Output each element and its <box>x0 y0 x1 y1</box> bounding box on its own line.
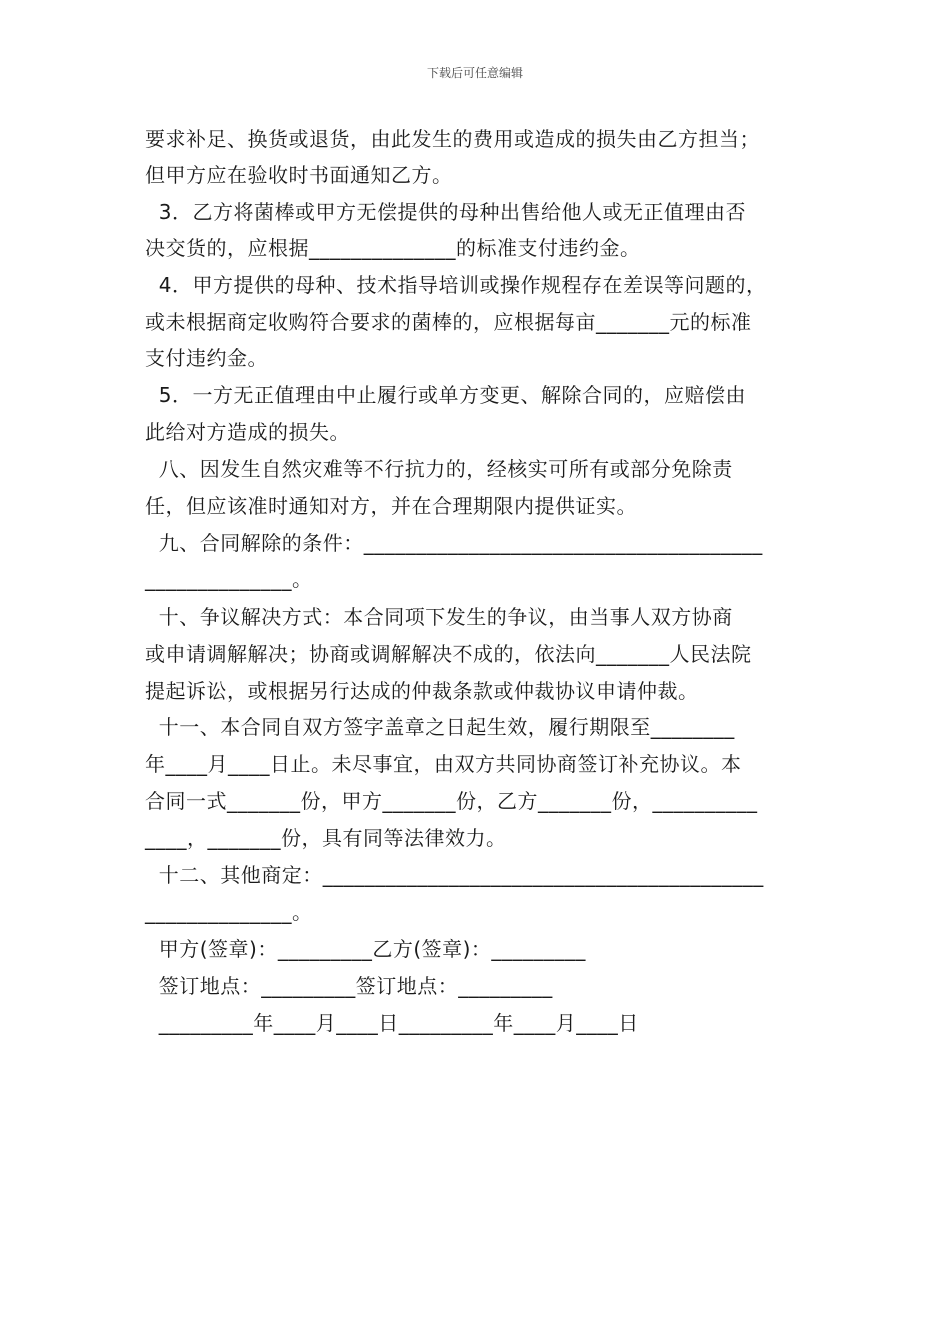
signing-place-line: 签订地点：_________签订地点：_________ <box>145 974 553 998</box>
contract-text-line: 此给对方造成的损失。 <box>145 420 350 444</box>
signing-date-line: _________年____月____日_________年____月____日 <box>145 1011 639 1035</box>
contract-text-line: 合同一式_______份，甲方_______份，乙方_______份，__________ <box>145 789 758 813</box>
contract-text-line: 4．甲方提供的母种、技术指导培训或操作规程存在差误等问题的， <box>145 273 767 297</box>
contract-text-line: 但甲方应在验收时书面通知乙方。 <box>145 163 453 187</box>
contract-text-line: 九、合同解除的条件：______________________________________ <box>145 531 763 555</box>
page-header-note: 下载后可任意编辑 <box>426 66 523 80</box>
contract-text-line: 年____月____日止。未尽事宜，由双方共同协商签订补充协议。本 <box>145 752 742 776</box>
contract-text-line: 或申请调解解决；协商或调解解决不成的，依法向_______人民法院 <box>145 642 752 666</box>
contract-text-line: 决交货的，应根据______________的标准支付违约金。 <box>145 236 641 260</box>
contract-text-line: 提起诉讼，或根据另行达成的仲裁条款或仲裁协议申请仲裁。 <box>145 679 699 703</box>
contract-text-line: 十、争议解决方式：本合同项下发生的争议，由当事人双方协商 <box>145 605 733 629</box>
contract-text-line: ______________。 <box>145 567 313 591</box>
contract-text-line: 八、因发生自然灾难等不行抗力的，经核实可所有或部分免除责 <box>145 457 733 481</box>
contract-text-line: 3．乙方将菌棒或甲方无偿提供的母种出售给他人或无正值理由否 <box>145 200 746 224</box>
contract-text-line: 5．一方无正值理由中止履行或单方变更、解除合同的，应赔偿由 <box>145 383 746 407</box>
contract-text-line: 或未根据商定收购符合要求的菌棒的，应根据每亩_______元的标准 <box>145 310 752 334</box>
contract-text-line: ______________。 <box>145 900 313 924</box>
contract-text-line: 支付违约金。 <box>145 346 268 370</box>
contract-text-line: 十一、本合同自双方签字盖章之日起生效，履行期限至________ <box>145 715 735 739</box>
signature-line: 甲方(签章)：_________乙方(签章)：_________ <box>145 937 586 961</box>
contract-text-line: 要求补足、换货或退货，由此发生的费用或造成的损失由乙方担当； <box>145 127 760 151</box>
contract-text-line: ____，_______份，具有同等法律效力。 <box>145 826 507 850</box>
contract-text-line: 十二、其他商定：__________________________________________ <box>145 863 764 887</box>
contract-text-line: 任，但应该准时通知对方，并在合理期限内提供证实。 <box>145 494 637 518</box>
